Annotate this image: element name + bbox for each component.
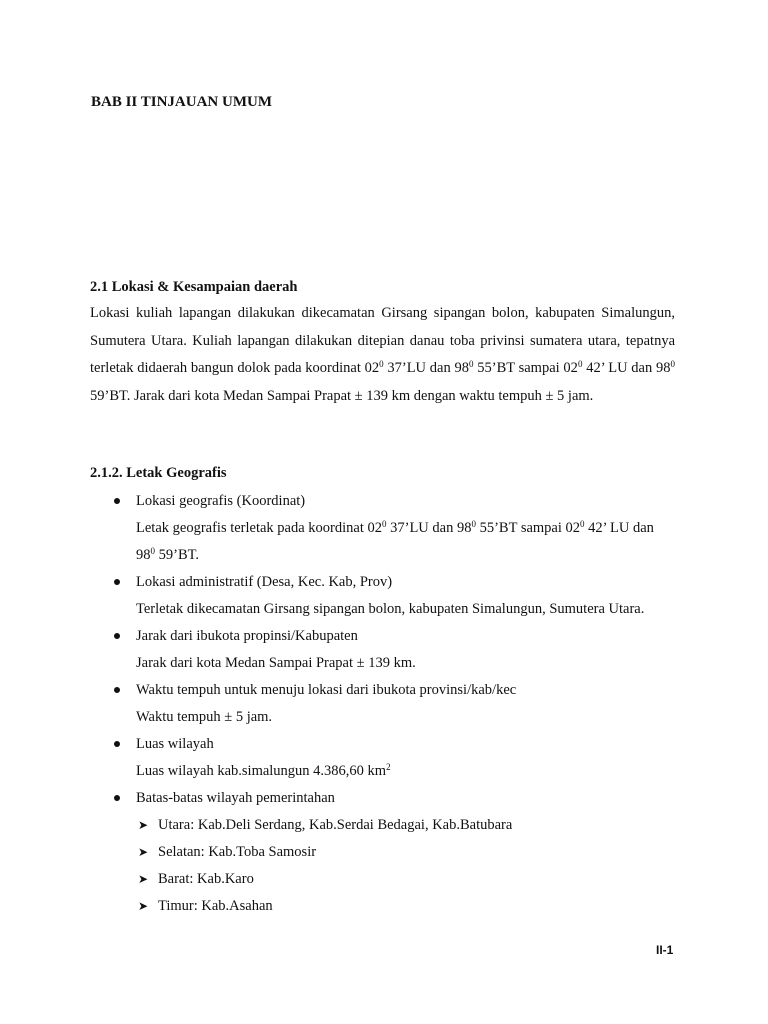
bullet-list <box>90 488 675 920</box>
sub-list-item: ➤ Timur: Kab.Asahan <box>136 893 675 920</box>
page-number: II-1 <box>656 943 674 957</box>
bullet-icon <box>114 795 120 801</box>
bullet-icon <box>114 741 120 747</box>
sub-list-item: ➤ Barat: Kab.Karo <box>136 866 675 893</box>
section-paragraph-2-1: Lokasi kuliah lapangan dilakukan dikecamatan Girsang sipangan bolon, kabupaten Simalungun, Sumutera Utara. Kuliah lapangan dilakukan ditepian danau toba privinsi sumatera utara, tepatnya terletak didaerah bangun dolok pada koordinat $02^0$ 37’LU dan $98^0$ 55’BT sampai $02^0$ 42’ LU dan $98^0$ 59’BT. Jarak dari kota Medan Sampai Prapat ± 139 km dengan waktu tempuh ± 5 jam. <box>90 305 675 404</box>
bullet-icon <box>114 633 120 639</box>
section-2-1-2 <box>90 464 675 920</box>
list-item <box>90 677 675 731</box>
list-item-label: Waktu tempuh untuk menuju lokasi dari ibukota provinsi/kab/kec <box>136 682 517 698</box>
list-item-label: Lokasi administratif (Desa, Kec. Kab, Prov) <box>136 574 393 590</box>
list-item-detail: Luas wilayah kab.simalungun 4.386,60 $km^2$ <box>136 762 391 779</box>
arrow-bullet-icon: ➤ <box>138 872 149 886</box>
bullet-icon <box>114 687 120 693</box>
list-item-detail: Letak geografis terletak pada koordinat $02^0$ 37’LU dan $98^0$ 55’BT sampai $02^0$ 42’ LU dan $98^0$ 59’BT. <box>136 519 654 563</box>
arrow-bullet-icon: ➤ <box>138 845 149 859</box>
section-heading-2-1-2: 2.1.2. Letak Geografis <box>90 465 227 481</box>
list-item <box>90 488 675 569</box>
list-item <box>90 623 675 677</box>
sub-list-item: ➤ Utara: Kab.Deli Serdang, Kab.Serdai Bedagai, Kab.Batubara <box>136 812 675 839</box>
sub-list-item: ➤ Selatan: Kab.Toba Samosir <box>136 839 675 866</box>
chapter-title: BAB II TINJAUAN UMUM <box>91 94 272 110</box>
list-item-label: Lokasi geografis (Koordinat) <box>136 493 306 509</box>
bullet-icon <box>114 498 120 504</box>
sub-list <box>136 812 675 920</box>
list-item-detail: Waktu tempuh ± 5 jam. <box>136 709 273 725</box>
list-item-detail: Jarak dari kota Medan Sampai Prapat ± 139 km. <box>136 655 416 671</box>
arrow-bullet-icon: ➤ <box>138 818 149 832</box>
list-item-label: Batas-batas wilayah pemerintahan <box>136 790 335 806</box>
list-item-label: Luas wilayah <box>136 736 214 752</box>
list-item-detail: Terletak dikecamatan Girsang sipangan bolon, kabupaten Simalungun, Sumutera Utara. <box>136 601 645 617</box>
list-item-label: Jarak dari ibukota propinsi/Kabupaten <box>136 628 358 644</box>
section-heading-2-1: 2.1 Lokasi & Kesampaian daerah <box>90 279 298 295</box>
list-item <box>90 785 675 920</box>
list-item <box>90 731 675 785</box>
list-item <box>90 569 675 623</box>
arrow-bullet-icon: ➤ <box>138 899 149 913</box>
bullet-icon <box>114 579 120 585</box>
section-2-1 <box>90 278 675 410</box>
